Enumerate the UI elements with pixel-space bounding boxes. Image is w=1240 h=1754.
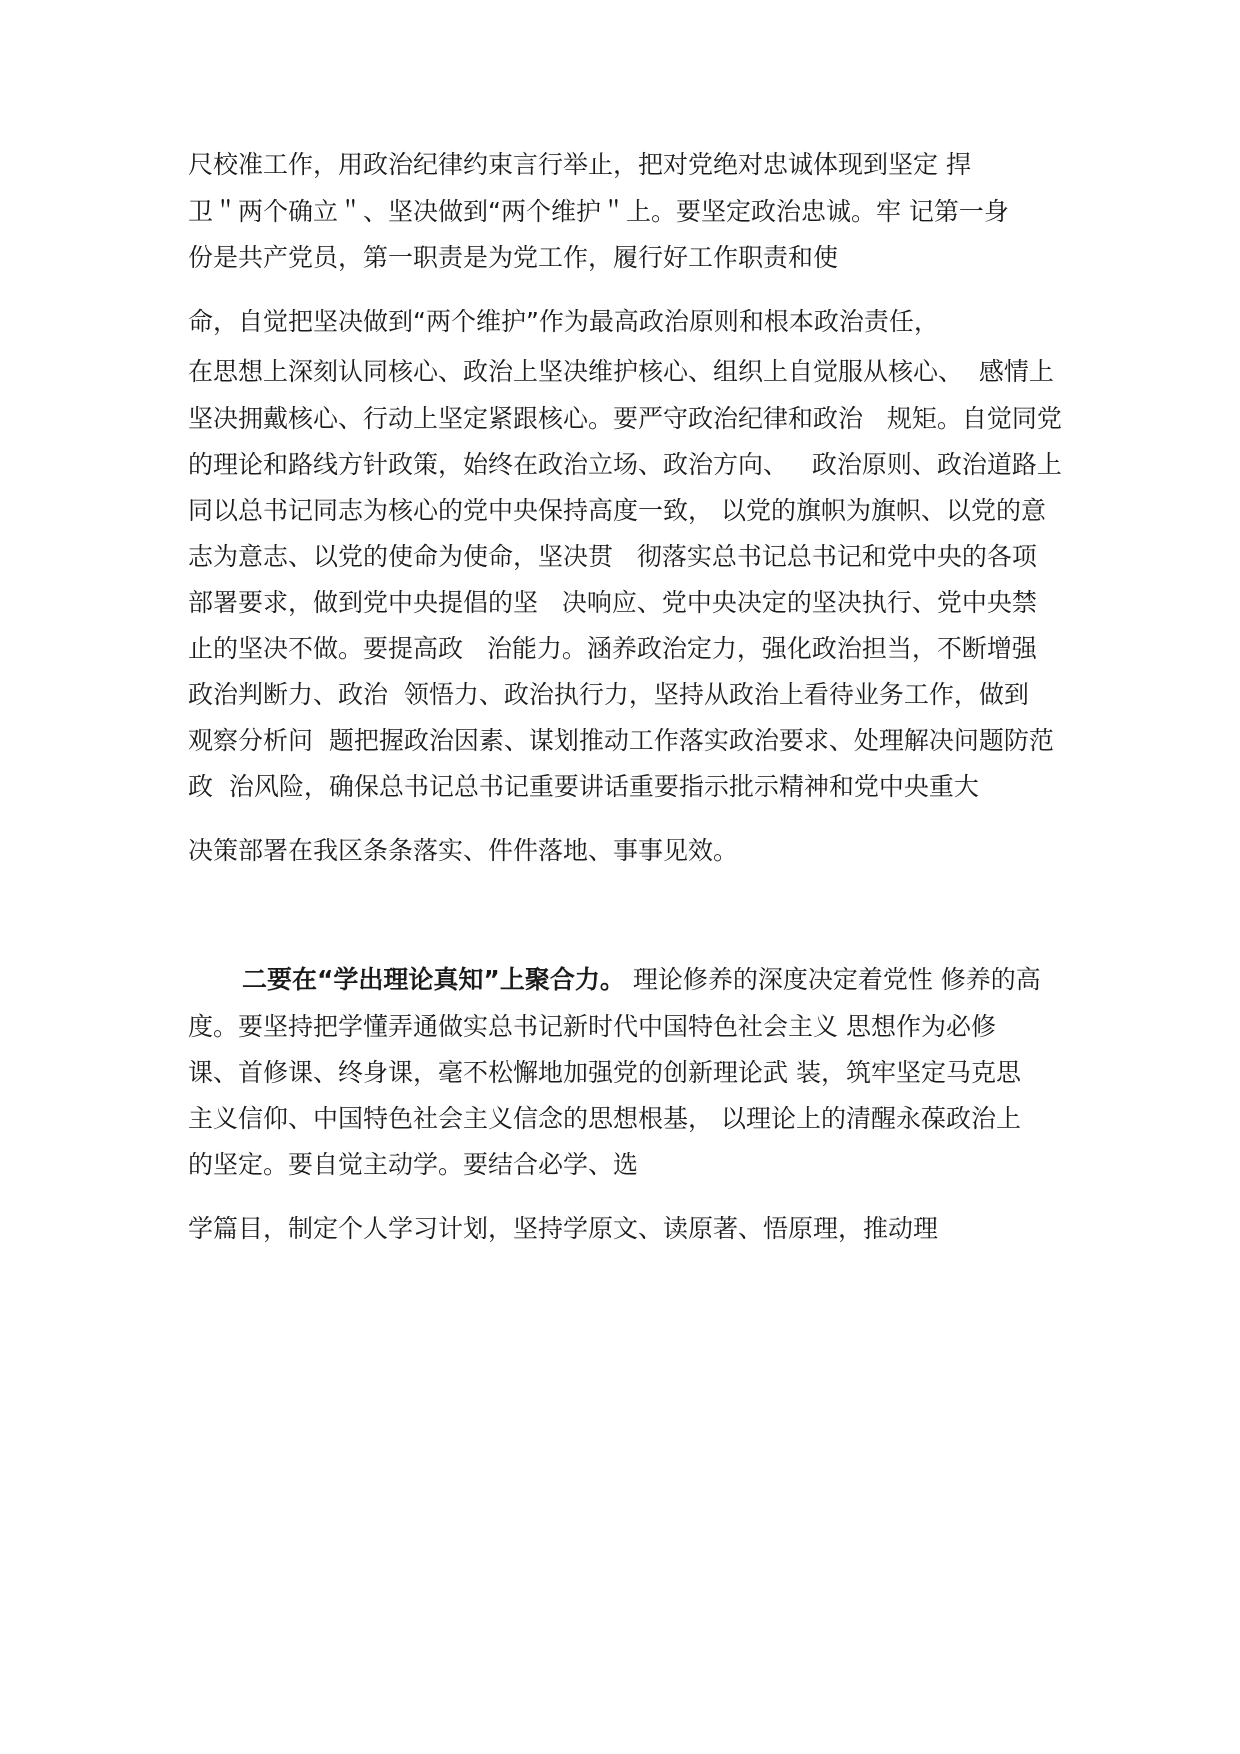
text-line: 尺校准工作，用政治纪律约束言行举止，把对党绝对忠诚体现到坚定 捍 [188,150,971,179]
text-line: 止的坚决不做。要提高政 治能力。涵养政治定力，强化政治担当，不断增强 [188,634,1037,663]
section-heading-line [242,963,1041,997]
text-line: 卫＂两个确立＂、坚决做到“两个维护＂上。要坚定政治忠诚。牢 记第一身 [188,197,1009,226]
text-line: 学篇目，制定个人学习计划，坚持学原文、读原著、悟原理，推动理 [188,1214,939,1243]
section-heading: 二要在“学出理论真知”上聚合力。 [242,965,625,994]
text-line: 部署要求，做到党中央提倡的坚 决响应、党中央决定的坚决执行、党中央禁 [188,588,1037,617]
text-line: 政治判断力、政治 领悟力、政治执行力，坚持从政治上看待业务工作，做到 [188,680,1029,709]
text-run: 理论修养的深度决定着党性 修养的高 [624,965,1041,994]
text-line: 命，自觉把坚决做到“两个维护”作为最高政治原则和根本政治责任， [188,307,939,336]
text-line: 度。要坚持把学懂弄通做实总书记新时代中国特色社会主义 思想作为必修 [188,1012,996,1041]
text-line: 的理论和路线方针政策，始终在政治立场、政治方向、 政治原则、政治道路上 [188,450,1062,479]
text-line: 政 治风险，确保总书记总书记重要讲话重要指示批示精神和党中央重大 [188,772,979,801]
text-line: 的坚定。要自觉主动学。要结合必学、选 [188,1150,639,1179]
text-line: 份是共产党员，第一职责是为党工作，履行好工作职责和使 [188,243,839,272]
text-line: 课、首修课、终身课，毫不松懈地加强党的创新理论武 装，筑牢坚定马克思 [188,1058,1021,1087]
text-line: 决策部署在我区条条落实、件件落地、事事见效。 [188,836,739,865]
text-line: 观察分析问 题把握政治因素、谋划推动工作落实政治要求、处理解决问题防范 [188,726,1054,755]
text-line: 同以总书记同志为核心的党中央保持高度一致， 以党的旗帜为旗帜、以党的意 [188,496,1046,525]
text-line: 主义信仰、中国特色社会主义信念的思想根基， 以理论上的清醒永葆政治上 [188,1104,1021,1133]
text-line: 志为意志、以党的使命为使命，坚决贯 彻落实总书记总书记和党中央的各项 [188,542,1037,571]
text-line: 坚决拥戴核心、行动上坚定紧跟核心。要严守政治纪律和政治 规矩。自觉同党 [188,404,1062,433]
text-line: 在思想上深刻认同核心、政治上坚决维护核心、组织上自觉服从核心、 感情上 [188,357,1054,386]
